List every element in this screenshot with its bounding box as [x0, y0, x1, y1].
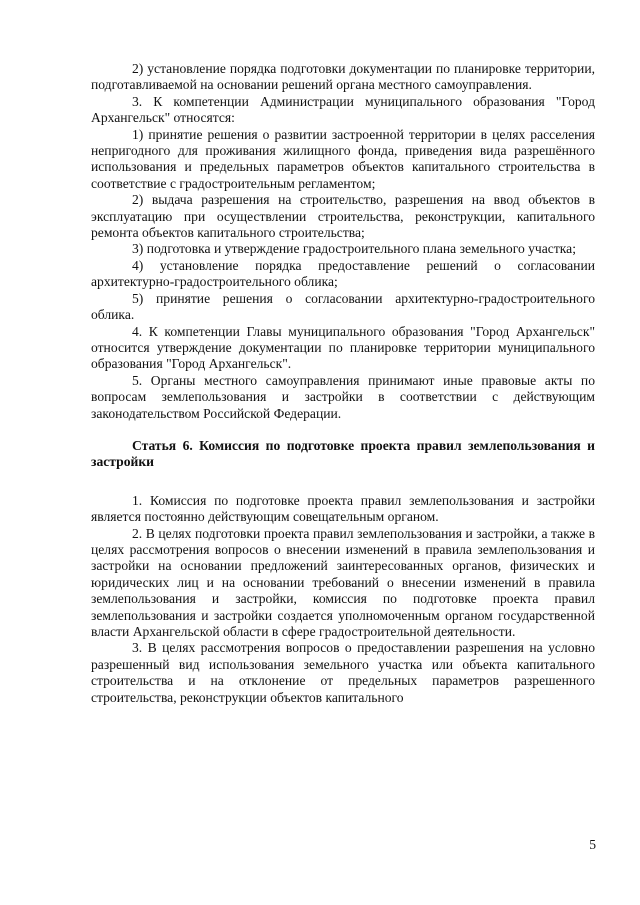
paragraph: 4) установление порядка предоставление решений о согласовании архитектурно-градостроительного облика;	[91, 257, 595, 290]
paragraph: 4. К компетенции Главы муниципального образования "Город Архангельск" относится утверждение документации по планировке территории муниципального образования "Город Архангельск".	[91, 323, 595, 372]
paragraph: 5. Органы местного самоуправления принимают иные правовые акты по вопросам землепользования и застройки в соответствии с действующим законодательством Российской Федерации.	[91, 372, 595, 421]
paragraph: 3) подготовка и утверждение градостроительного плана земельного участка;	[132, 241, 576, 257]
article-heading: Статья 6. Комиссия по подготовке проекта правил землепользования и застройки	[91, 437, 595, 470]
paragraph: 1) принятие решения о развитии застроенной территории в целях расселения непригодного для проживания жилищного фонда, приведения вида разрешённого использования и предельных параметров объектов капитального строительства в соответствие с градостроительным регламентом;	[91, 126, 595, 191]
paragraph: 2) установление порядка подготовки документации по планировке территории, подготавливаемой на основании решений органа местного самоуправления.	[91, 61, 595, 93]
spacer	[91, 422, 595, 438]
page-content	[91, 61, 595, 706]
paragraph: 5) принятие решения о согласовании архитектурно-градостроительного облика.	[91, 290, 595, 323]
paragraph: 2. В целях подготовки проекта правил землепользования и застройки, а также в целях рассмотрения вопросов о внесении изменений в правила землепользования и застройки на основании предложений заинтересованных органов, физических и юридических лиц и на основании требований о внесении изменений в правила землепользования и застройки, комиссия по подготовке проекта правил землепользования и застройки создается уполномоченным органом государственной власти Архангельской области в сфере градостроительной деятельности.	[91, 525, 595, 639]
paragraph: 2) выдача разрешения на строительство, разрешения на ввод объектов в эксплуатацию при осуществлении строительства, реконструкции, капитального ремонта объектов капитального строительства;	[91, 192, 595, 241]
spacer	[91, 471, 595, 493]
page-number: 5	[589, 837, 596, 852]
paragraph: 3. К компетенции Администрации муниципального образования "Город Архангельск" относятся:	[91, 93, 595, 126]
paragraph: 1. Комиссия по подготовке проекта правил землепользования и застройки является постоянно действующим совещательным органом.	[91, 492, 595, 525]
paragraph: 3. В целях рассмотрения вопросов о предоставлении разрешения на условно разрешенный вид использования земельного участка или объекта капитального строительства и на отклонение от предельных параметров разрешенного строительства, реконструкции объектов капитального	[91, 640, 595, 705]
